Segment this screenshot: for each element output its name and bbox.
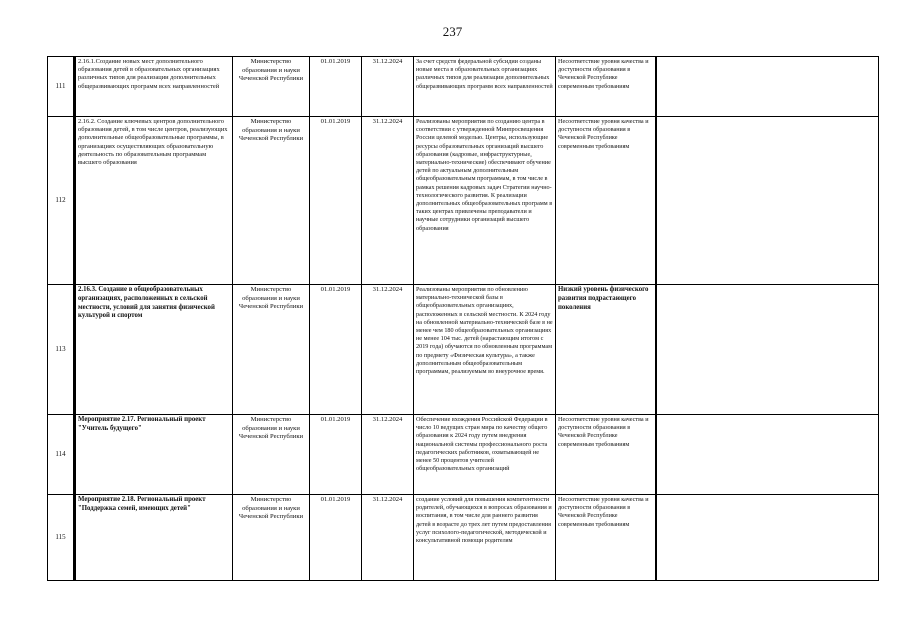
expected-result: создание условий для повышения компетентности родителей, обучающихся в вопросах образования и воспитания, в том числе для раннего развития детей в возрасте до трех лет путем предоставления услуг психолого-педагогической, методической и консультативной помощи родителям — [414, 495, 556, 581]
measure-name: 2.16.3. Создание в общеобразовательных организациях, расположенных в сельской местности, условий для занятия физической культурой и спортом — [75, 285, 233, 415]
measure-name: 2.16.1.Создание новых мест дополнительного образования детей в образовательных организациях различных типов для реализации дополнительных общеразвивающих программ всех направленностей — [75, 57, 233, 117]
expected-result: Обеспечение вхождения Российской Федерации в число 10 ведущих стран мира по качеству общего образования к 2024 году путем внедрения национальной системы профессионального роста педагогических работников, охватывающей не менее 50 процентов учителей общеобразовательных организаций — [414, 415, 556, 495]
expected-result: За счет средств федеральной субсидии созданы новые места в образовательных организациях различных типов для реализации дополнительных общеразвивающих программ всех направленностей — [414, 57, 556, 117]
table-row — [48, 415, 879, 495]
measures-table — [47, 56, 879, 581]
expected-result: Реализованы мероприятия по обновлению материально-технической базы в общеобразовательных организациях, расположенных в сельской местности. К 2024 году на обновленной материально-технической базе в не менее чем 180 общеобразовательных организациях не менее 104 тыс. детей (нарастающим итогом с 2019 года) обучаются по обновленным программам по предмету «Физическая культура», а также дополнительным общеобразовательным программам, реализуемым во внеурочное время. — [414, 285, 556, 415]
consequence: Несоответствие уровня качества и доступности образования в Чеченской Республике современным требованиям — [556, 415, 656, 495]
start-date: 01.01.2019 — [310, 495, 362, 581]
consequence: Несоответствие уровня качества и доступности образования в Чеченской Республике современным требованиям — [556, 117, 656, 285]
link-cell — [656, 285, 879, 415]
end-date: 31.12.2024 — [362, 57, 414, 117]
table-row — [48, 495, 879, 581]
measure-name: 2.16.2. Создание ключевых центров дополнительного образования детей, в том числе центров, реализующих дополнительные общеобразовательные программы, в организациях осуществляющих образовательную деятельность по образовательным программам высшего образования — [75, 117, 233, 285]
table-row — [48, 285, 879, 415]
link-cell — [656, 57, 879, 117]
end-date: 31.12.2024 — [362, 495, 414, 581]
row-number: 111 — [48, 57, 75, 117]
end-date: 31.12.2024 — [362, 117, 414, 285]
consequence: Несоответствие уровня качества и доступности образования в Чеченской Республике современным требованиям — [556, 495, 656, 581]
expected-result: Реализованы мероприятия по созданию центра в соответствии с утвержденной Минпросвещения России целевой моделью. Центры, использующие ресурсы образовательных организаций высшего образования (кадровые, инфраструктурные, материально-технические) обеспечивают обучение детей по актуальным дополнительным общеобразовательным программам, в том числе в рамках решения кадровых задач Стратегии научно-технологического развития. К реализации дополнительных общеобразовательных программ в таких центрах привлечены преподаватели и научные сотрудники организаций высшего образования — [414, 117, 556, 285]
consequence: Несоответствие уровня качества и доступности образования в Чеченской Республике современным требованиям — [556, 57, 656, 117]
start-date: 01.01.2019 — [310, 117, 362, 285]
end-date: 31.12.2024 — [362, 285, 414, 415]
executor: Министерство образования и науки Чеченской Республики — [233, 415, 310, 495]
end-date: 31.12.2024 — [362, 415, 414, 495]
table-row — [48, 117, 879, 285]
link-cell — [656, 415, 879, 495]
start-date: 01.01.2019 — [310, 57, 362, 117]
page-number: 237 — [442, 24, 463, 39]
start-date: 01.01.2019 — [310, 415, 362, 495]
row-number: 113 — [48, 285, 75, 415]
executor: Министерство образования и науки Чеченской Республики — [233, 57, 310, 117]
consequence: Низкий уровень физического развития подрастающего поколения — [556, 285, 656, 415]
link-cell — [656, 117, 879, 285]
executor: Министерство образования и науки Чеченской Республики — [233, 117, 310, 285]
row-number: 112 — [48, 117, 75, 285]
row-number: 115 — [48, 495, 75, 581]
measure-name: Мероприятие 2.18. Региональный проект "Поддержка семей, имеющих детей" — [75, 495, 233, 581]
link-cell — [656, 495, 879, 581]
executor: Министерство образования и науки Чеченской Республики — [233, 495, 310, 581]
start-date: 01.01.2019 — [310, 285, 362, 415]
table-row — [48, 57, 879, 117]
executor: Министерство образования и науки Чеченской Республики — [233, 285, 310, 415]
measure-name: Мероприятие 2.17. Региональный проект "Учитель будущего" — [75, 415, 233, 495]
row-number: 114 — [48, 415, 75, 495]
